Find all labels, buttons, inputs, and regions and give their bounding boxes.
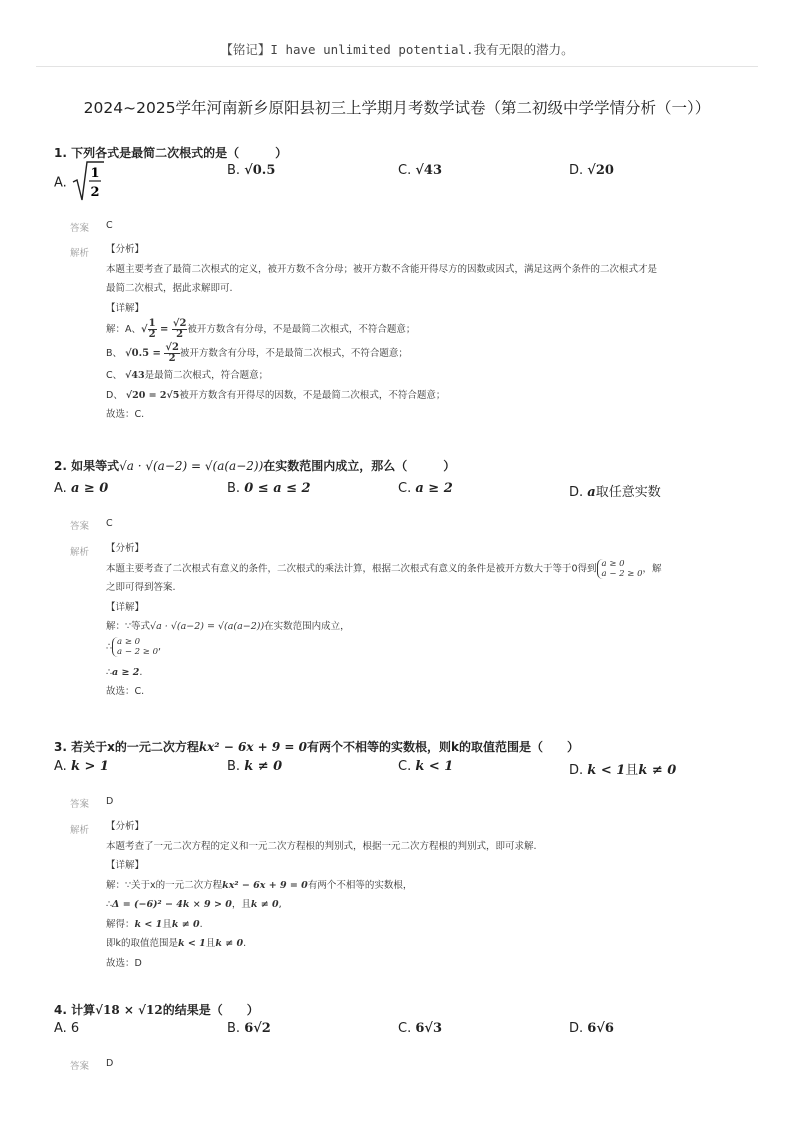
- q4-stem-expr: √18 × √12: [95, 1003, 163, 1017]
- q1-sol-c: C、 √43是最简二次根式，符合题意；: [106, 370, 269, 381]
- q1-option-c-expr: √43: [415, 163, 442, 178]
- q1-solution: [106, 240, 726, 425]
- q1-sol-text-1: 本题主要考查了最简二次根式的定义，被开方数不含分母；被开方数不含能开得尽方的因数或因式，满足这两个条件的二次根式才是: [106, 263, 658, 275]
- q3-option-a[interactable]: A. k > 1: [54, 759, 109, 774]
- q2-option-c[interactable]: C. a ≥ 2: [398, 481, 453, 496]
- q2-sol-l3: ∴a ≥ 2.: [106, 666, 143, 678]
- q1-sol-b-expr: √0.5 = $\frac{√2}{2}$: [125, 342, 179, 364]
- q3-sol-l1: 解：∵关于x的一元二次方程kx² − 6x + 9 = 0有两个不相等的实数根，: [106, 879, 413, 891]
- q3-stem: 3. 若关于x的一元二次方程kx² − 6x + 9 = 0有两个不相等的实数根，则k的取值范围是（ ）: [54, 740, 579, 754]
- q3-stem-expr: kx² − 6x + 9 = 0: [198, 740, 307, 754]
- q2-answer: C: [106, 518, 113, 529]
- q2-option-b[interactable]: B. 0 ≤ a ≤ 2: [227, 481, 311, 496]
- q3-answer: D: [106, 796, 114, 807]
- q2-option-a[interactable]: A. a ≥ 0: [54, 481, 109, 496]
- q4-option-c[interactable]: C. 6√3: [398, 1021, 442, 1036]
- q3-sol-l3: 解得：k < 1且k ≠ 0.: [106, 918, 203, 930]
- q4-stem: 4. 计算√18 × √12的结果是（ ）: [54, 1003, 259, 1017]
- q4-option-b[interactable]: B. 6√2: [227, 1021, 271, 1036]
- q3-sol-end: 故选：D: [106, 957, 142, 969]
- q1-option-d[interactable]: D. √20: [569, 163, 614, 178]
- q1-sol-a-expr: √ $\frac{1}{2}$ = $\frac{√2}{2}$: [141, 318, 187, 340]
- header-divider: [36, 66, 758, 67]
- q2-sol-l1: 解：∵等式√a · √(a−2) = √(a(a−2))在实数范围内成立，: [106, 621, 350, 632]
- q3-option-d[interactable]: D. k < 1且k ≠ 0: [569, 763, 677, 778]
- q1-option-a-expr: [71, 160, 105, 206]
- q4-option-d[interactable]: D. 6√6: [569, 1021, 614, 1036]
- q4-option-a[interactable]: A. 6: [54, 1021, 80, 1036]
- q2-sol-end: 故选：C.: [106, 686, 145, 697]
- q3-analysis-label: 解析: [70, 825, 90, 836]
- q3-xiangjie: 【详解】: [106, 860, 145, 871]
- q3-sol-text-1: 本题考查了一元二次方程的定义和一元二次方程根的判别式，根据一元二次方程根的判别式，即可求解.: [106, 840, 537, 852]
- motto-header: 【铭记】I have unlimited potential.我有无限的潜力。: [220, 42, 574, 57]
- q2-sol-text-2: 之即可得到答案.: [106, 582, 176, 593]
- q1-option-b-expr: √0.5: [244, 163, 276, 178]
- q3-option-c[interactable]: C. k < 1: [398, 759, 454, 774]
- q4-answer: D: [106, 1058, 114, 1069]
- q1-sol-text-2: 最简二次根式，据此求解即可.: [106, 283, 233, 294]
- q3-sol-l2: ∴Δ = (−6)² − 4k × 9 > 0，且k ≠ 0,: [106, 899, 282, 910]
- q1-option-c[interactable]: C. √43: [398, 163, 442, 178]
- q1-fenxi: 【分析】: [106, 244, 145, 255]
- q2-stem: 2. 如果等式√a · √(a−2) = √(a(a−2))在实数范围内成立，那么（ ）: [54, 459, 456, 473]
- q3-option-b[interactable]: B. k ≠ 0: [227, 759, 283, 774]
- svg-text:2: 2: [90, 185, 100, 200]
- q2-stem-expr: √a · √(a−2) = √(a(a−2)): [119, 459, 264, 473]
- q1-option-a-label: A.: [54, 175, 67, 191]
- q3-sol-l4: 即k的取值范围是k < 1且k ≠ 0.: [106, 938, 247, 949]
- q1-sol-b: B、 √0.5 = $\frac{√2}{2}$ 被开方数含有分母，不是最简二次根式，不符合题意；: [106, 342, 408, 364]
- q4-answer-label: 答案: [70, 1061, 90, 1072]
- exam-title: 2024~2025学年河南新乡原阳县初三上学期月考数学试卷（第二初级中学学情分析（一））: [83, 99, 711, 117]
- q1-analysis-label: 解析: [70, 248, 90, 259]
- q1-stem: 1. 下列各式是最简二次根式的是（ ）: [54, 146, 288, 160]
- q2-sol-text-1: 本题主要考查了二次根式有意义的条件，二次根式的乘法计算，根据二次根式有意义的条件是被开方数大于等于0得到 a ≥ 0 a − 2 ≥ 0，解: [106, 558, 662, 579]
- q1-answer: C: [106, 220, 113, 231]
- q1-sol-end: 故选：C.: [106, 409, 145, 420]
- q3-fenxi: 【分析】: [106, 821, 145, 832]
- q1-xiangjie: 【详解】: [106, 302, 145, 314]
- q2-xiangjie: 【详解】: [106, 601, 145, 613]
- q2-option-d[interactable]: D. a取任意实数: [569, 485, 661, 500]
- q1-answer-label: 答案: [70, 223, 90, 234]
- q2-fenxi: 【分析】: [106, 543, 145, 554]
- q2-answer-label: 答案: [70, 521, 90, 532]
- q2-sol-l2: ∴ a ≥ 0 a − 2 ≥ 0,: [106, 636, 162, 657]
- q1-sol-d: D、 √20 = 2√5被开方数含有开得尽的因数，不是最简二次根式，不符合题意；: [106, 389, 446, 401]
- q3-solution: [106, 817, 726, 973]
- svg-text:1: 1: [90, 166, 100, 181]
- q3-answer-label: 答案: [70, 799, 90, 810]
- q1-option-b[interactable]: B. √0.5: [227, 163, 276, 178]
- q1-option-d-expr: √20: [587, 163, 614, 178]
- q2-analysis-label: 解析: [70, 547, 90, 558]
- q2-solution: [106, 539, 726, 702]
- q1-option-a[interactable]: [54, 160, 105, 206]
- q1-sol-a: 解：A、√ $\frac{1}{2}$ = $\frac{√2}{2}$ 被开方数含有分母，不是最简二次根式，不符合题意；: [106, 318, 416, 340]
